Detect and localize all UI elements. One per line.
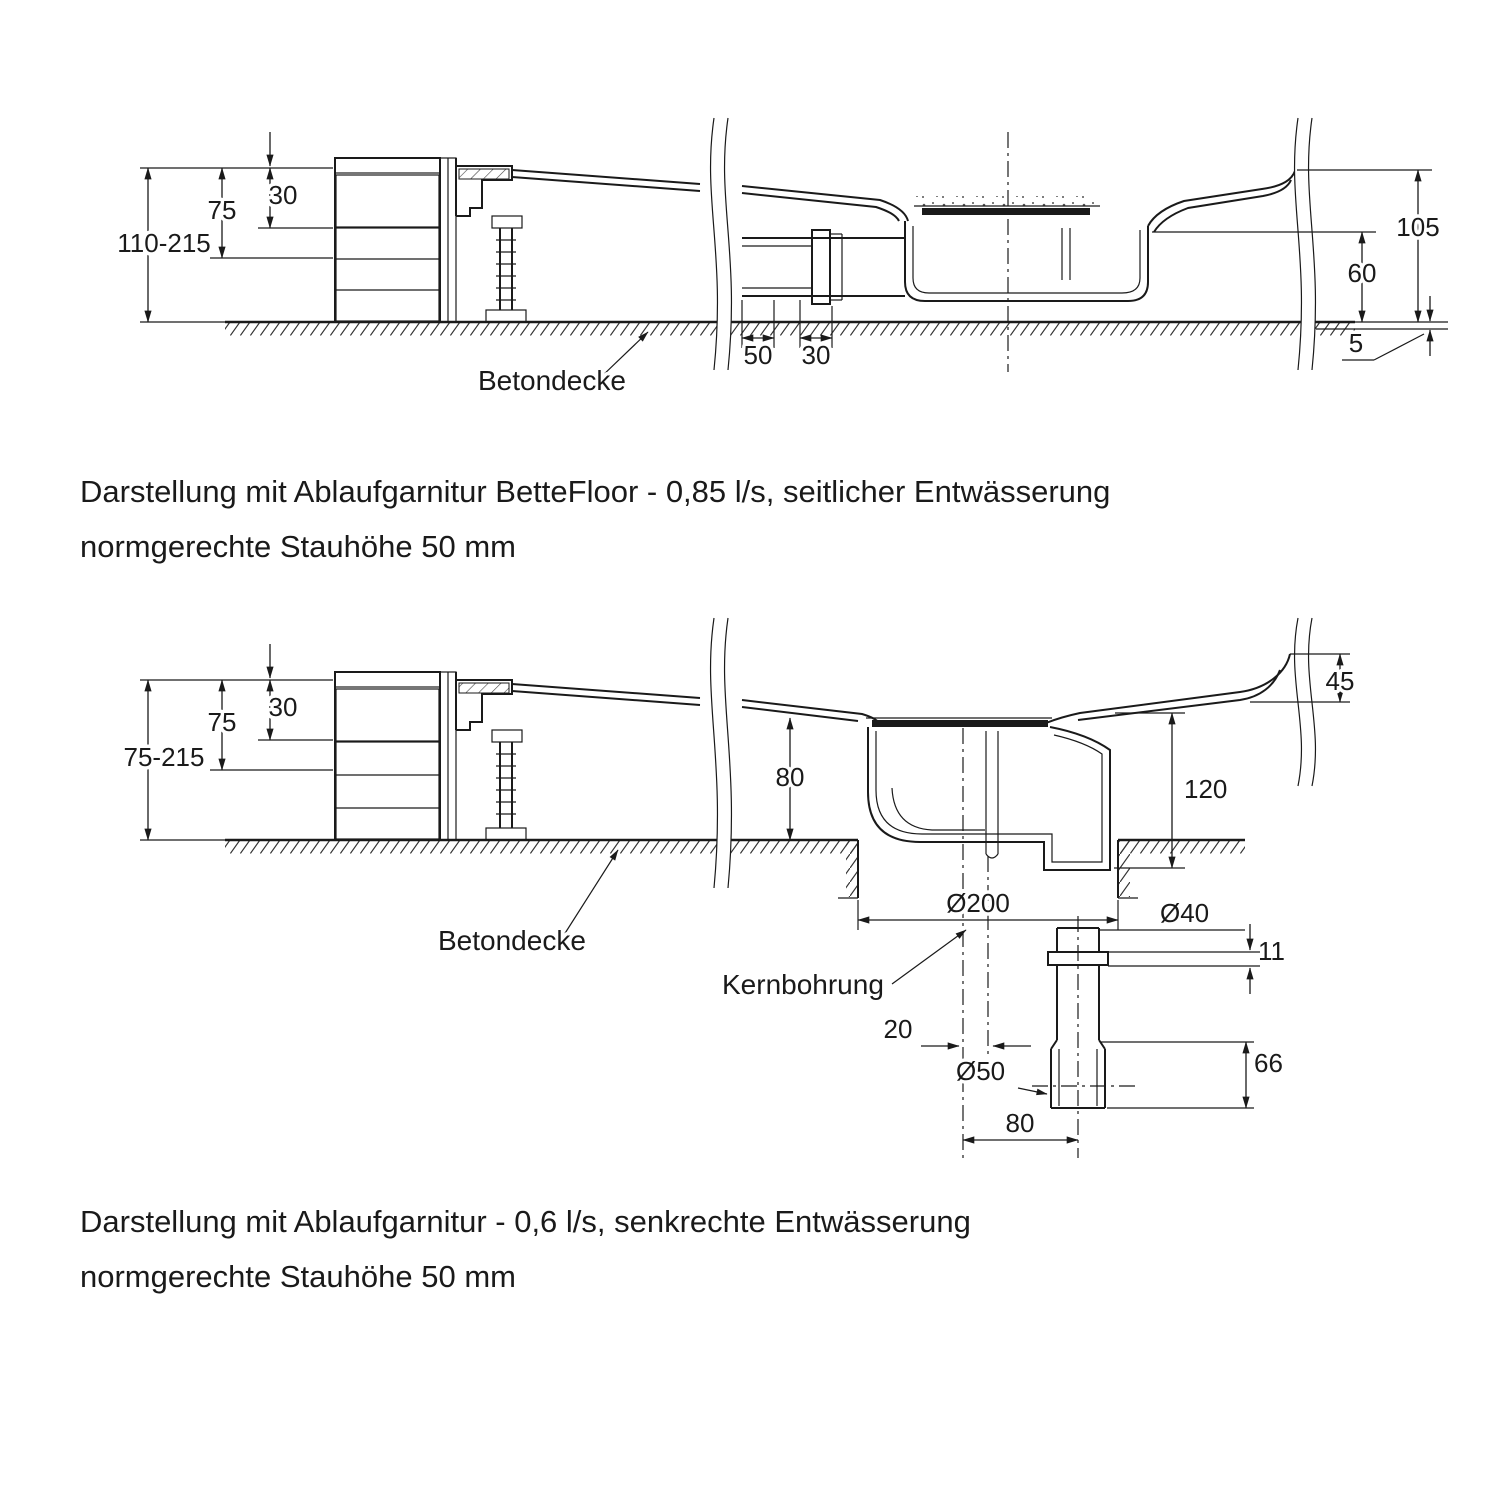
dim-socket-height: 66 [1254, 1048, 1283, 1078]
caption-bottom [80, 1204, 971, 1294]
dim-screed: 30 [268, 180, 298, 210]
dim-screed-b: 30 [268, 692, 298, 722]
drain-assembly-bottom [866, 718, 1110, 870]
shower-tray-top [512, 170, 1295, 232]
dim-tray-edge: 45 [1325, 666, 1355, 696]
dim-tray-height: 105 [1396, 212, 1440, 242]
caption-top [80, 474, 1110, 564]
caption-top-line1: Darstellung mit Ablaufgarnitur BetteFloor - 0,85 l/s, seitlicher Entwässerung [80, 474, 1111, 509]
dim-drain-body: 80 [775, 762, 805, 792]
dim-total-range: 110-215 [117, 228, 211, 258]
drain-cover-plate-bottom [872, 720, 1048, 727]
dim-pipe-offset: 80 [1005, 1108, 1035, 1138]
drain-cover-plate [922, 208, 1090, 215]
label-kernbohrung: Kernbohrung [722, 969, 884, 1000]
caption-bottom-line2: normgerechte Stauhöhe 50 mm [80, 1259, 516, 1294]
concrete-floor-top [225, 322, 1355, 336]
dim-socket-depth: 11 [1258, 936, 1285, 966]
dimensions-bottom [124, 644, 1355, 1140]
tray-edge-profile-top [456, 158, 526, 322]
dim-pipe-offset-a: 50 [743, 340, 773, 370]
dim-outlet-depth: 120 [1184, 774, 1228, 804]
wall-section-bottom [335, 672, 456, 840]
caption-bottom-line1: Darstellung mit Ablaufgarnitur - 0,6 l/s, senkrechte Entwässerung [80, 1204, 971, 1239]
dim-core-hole-dia: Ø200 [946, 888, 1010, 918]
dim-axis-offset: 20 [883, 1014, 913, 1044]
pipe-coupling [812, 230, 830, 304]
dim-total-range-b: 75-215 [123, 742, 205, 772]
dim-pipe-dia-top: Ø40 [1160, 898, 1210, 928]
dim-gap: 5 [1348, 328, 1364, 358]
wall-section-top [335, 158, 456, 322]
dimensions-top [117, 132, 1448, 396]
dim-drain-height: 60 [1347, 258, 1377, 288]
dim-pipe-offset-b: 30 [801, 340, 831, 370]
diagram-vertical-drain [124, 618, 1355, 1158]
drain-assembly-top [742, 196, 1148, 304]
caption-top-line2: normgerechte Stauhöhe 50 mm [80, 529, 516, 564]
tray-edge-profile-bottom [456, 672, 526, 840]
dim-buildup-b: 75 [207, 707, 237, 737]
dim-pipe-dia-bottom: Ø50 [956, 1056, 1006, 1086]
diagram-side-drain [117, 118, 1448, 396]
label-betondecke-top: Betondecke [478, 365, 626, 396]
label-betondecke-bottom: Betondecke [438, 925, 586, 956]
dim-buildup: 75 [207, 195, 237, 225]
